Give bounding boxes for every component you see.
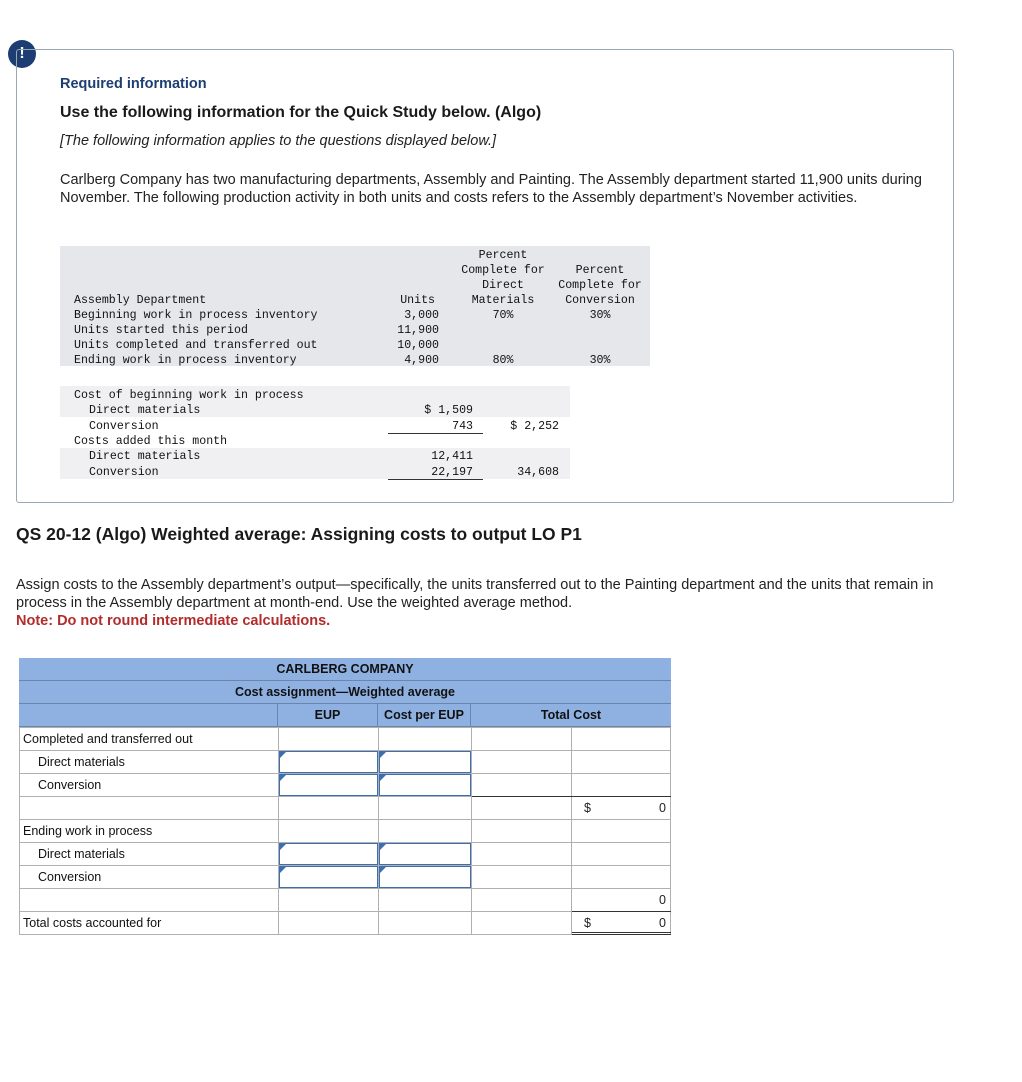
row-dm-pct: 70% bbox=[492, 309, 514, 322]
completed-total-topline bbox=[472, 796, 671, 797]
completed-total-value: 0 bbox=[659, 801, 666, 815]
beg-conv-value: 743 bbox=[452, 420, 473, 433]
row-units: 3,000 bbox=[404, 309, 439, 322]
instructions-text: Assign costs to the Assembly department’s output—specifically, the units transferred out to the Painting department and the units that remain in process in the Assembly department at month-end. Use the weighted average method. bbox=[16, 577, 934, 611]
applies-note: [The following information applies to the questions displayed below.] bbox=[60, 133, 497, 149]
beg-total-value: $ 2,252 bbox=[510, 420, 559, 433]
alert-exclamation-icon: ! bbox=[8, 40, 36, 68]
add-total-value: 34,608 bbox=[517, 466, 559, 479]
ending-wip-label: Ending work in process bbox=[19, 819, 279, 843]
beg-conv-label: Conversion bbox=[89, 420, 159, 433]
use-info-heading: Use the following information for the Quick Study below. (Algo) bbox=[60, 104, 542, 121]
required-info-title: Required information bbox=[60, 76, 207, 92]
row-divider bbox=[19, 819, 671, 820]
ending-total-value: 0 bbox=[659, 893, 666, 907]
add-dm-label: Direct materials bbox=[89, 450, 201, 463]
row-conv-pct: 30% bbox=[589, 309, 611, 322]
row-dm-pct: 80% bbox=[492, 354, 514, 367]
cost-per-eup-column-header: Cost per EUP bbox=[378, 704, 471, 727]
add-conv-label: Conversion bbox=[89, 466, 159, 479]
ending-conversion-label: Conversion bbox=[19, 865, 279, 889]
worksheet-subtitle: Cost assignment—Weighted average bbox=[19, 681, 671, 704]
eup-column-header: EUP bbox=[278, 704, 378, 727]
total-costs-label: Total costs accounted for bbox=[19, 911, 279, 935]
label-column-header bbox=[19, 704, 278, 727]
completed-dm-label: Direct materials bbox=[19, 750, 279, 774]
add-subtotal-underline bbox=[388, 479, 483, 480]
pct-dm-header-2: Complete for bbox=[461, 264, 545, 277]
beg-dm-value: $ 1,509 bbox=[424, 404, 473, 417]
row-divider bbox=[19, 888, 671, 889]
cost-assignment-worksheet bbox=[19, 658, 671, 935]
total-cost-left-body bbox=[471, 727, 572, 935]
completed-conv-cost-per-eup-input[interactable] bbox=[379, 774, 471, 796]
question-title: QS 20-12 (Algo) Weighted average: Assigning costs to output LO P1 bbox=[16, 524, 582, 544]
completed-transferred-label: Completed and transferred out bbox=[19, 727, 279, 751]
company-name-header: CARLBERG COMPANY bbox=[19, 658, 671, 681]
ending-conv-eup-input[interactable] bbox=[279, 866, 378, 888]
row-units: 4,900 bbox=[404, 354, 439, 367]
completed-total-row-label bbox=[19, 796, 279, 820]
beg-subtotal-underline bbox=[388, 433, 483, 434]
grand-total-topline bbox=[572, 911, 671, 912]
pct-dm-header-3: Direct bbox=[482, 279, 524, 292]
row-units: 11,900 bbox=[397, 324, 439, 337]
grand-total-dollar: $ bbox=[584, 916, 591, 930]
add-conv-value: 22,197 bbox=[431, 466, 473, 479]
required-information-panel bbox=[16, 49, 954, 503]
completed-conv-eup-input[interactable] bbox=[279, 774, 378, 796]
completed-dm-cost-per-eup-input[interactable] bbox=[379, 751, 471, 773]
intro-paragraph: Carlberg Company has two manufacturing departments, Assembly and Painting. The Assembly department started 11,900 units during November. The following production activity in both units and costs refers to the Assembly department’s November activities. bbox=[60, 172, 922, 206]
ending-dm-label: Direct materials bbox=[19, 842, 279, 866]
grand-total-double-underline-1 bbox=[572, 932, 671, 933]
add-dm-value: 12,411 bbox=[431, 450, 473, 463]
units-header: Units bbox=[400, 294, 435, 307]
completed-conversion-label: Conversion bbox=[19, 773, 279, 797]
pct-conv-header-2: Complete for bbox=[558, 279, 642, 292]
pct-conv-header-3: Conversion bbox=[565, 294, 635, 307]
grand-total-value: 0 bbox=[659, 916, 666, 930]
grand-total-double-underline-2 bbox=[572, 934, 671, 935]
rounding-note: Note: Do not round intermediate calculations. bbox=[16, 613, 331, 629]
row-units: 10,000 bbox=[397, 339, 439, 352]
question-instructions bbox=[16, 576, 966, 630]
costs-added-title: Costs added this month bbox=[74, 435, 228, 448]
pct-dm-header-4: Materials bbox=[471, 294, 535, 307]
completed-dm-eup-input[interactable] bbox=[279, 751, 378, 773]
ending-conv-cost-per-eup-input[interactable] bbox=[379, 866, 471, 888]
pct-dm-header-1: Percent bbox=[478, 249, 528, 262]
beginning-wip-cost-title: Cost of beginning work in process bbox=[74, 389, 304, 402]
ending-dm-eup-input[interactable] bbox=[279, 843, 378, 865]
ending-total-row-label bbox=[19, 888, 279, 912]
total-cost-column-header: Total Cost bbox=[471, 704, 671, 727]
row-label: Beginning work in process inventory bbox=[74, 309, 318, 322]
row-conv-pct: 30% bbox=[589, 354, 611, 367]
row-label: Units started this period bbox=[74, 324, 248, 337]
pct-conv-header-1: Percent bbox=[575, 264, 625, 277]
beg-dm-label: Direct materials bbox=[89, 404, 201, 417]
ending-dm-cost-per-eup-input[interactable] bbox=[379, 843, 471, 865]
row-label: Ending work in process inventory bbox=[74, 354, 297, 367]
assembly-department-header: Assembly Department bbox=[74, 294, 207, 307]
row-label: Units completed and transferred out bbox=[74, 339, 318, 352]
completed-total-dollar: $ bbox=[584, 801, 591, 815]
